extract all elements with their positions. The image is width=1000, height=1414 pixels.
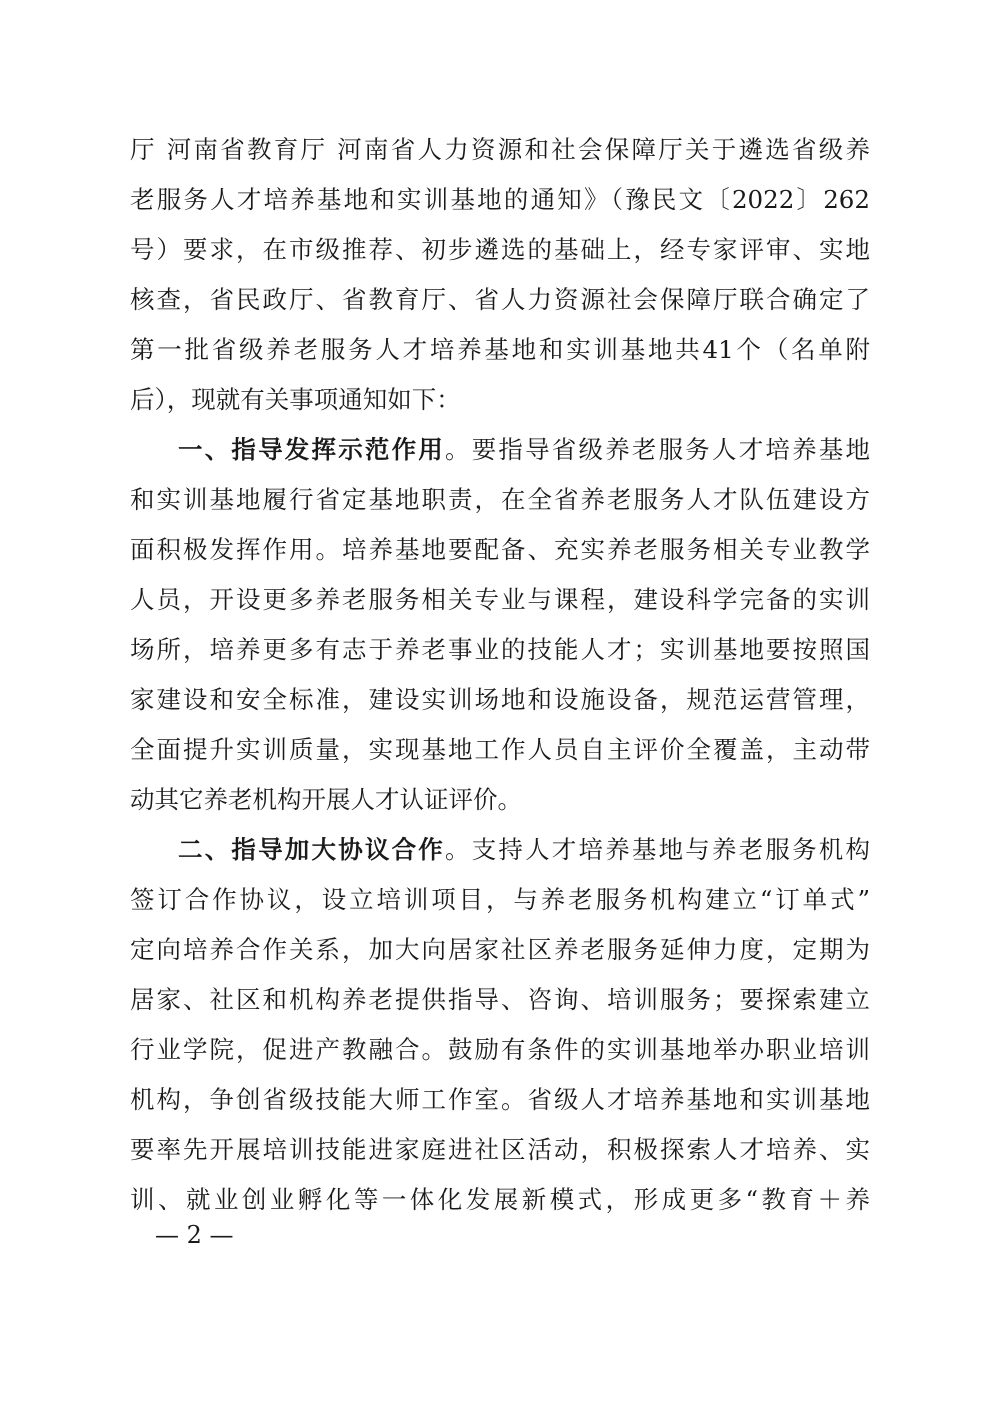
text-line: 人员，开设更多养老服务相关专业与课程，建设科学完备的实训 bbox=[130, 585, 870, 614]
section-2-first-line-text: 。支持人才培养基地与养老服务机构 bbox=[445, 835, 870, 864]
section-2 bbox=[130, 825, 870, 1225]
document-body bbox=[130, 125, 870, 1225]
text-line: 面积极发挥作用。培养基地要配备、充实养老服务相关专业教学 bbox=[130, 535, 870, 564]
text-line: 第一批省级养老服务人才培养基地和实训基地共41个（名单附 bbox=[130, 335, 870, 364]
section-1-heading: 一、指导发挥示范作用 bbox=[178, 435, 445, 464]
section-1-first-line-text: 。要指导省级养老服务人才培养基地 bbox=[445, 435, 870, 464]
section-2-first-line bbox=[130, 825, 870, 875]
text-line: 居家、社区和机构养老提供指导、咨询、培训服务；要探索建立 bbox=[130, 985, 870, 1014]
text-line: 家建设和安全标准，建设实训场地和设施设备，规范运营管理， bbox=[130, 685, 870, 714]
text-line: 老服务人才培养基地和实训基地的通知》（豫民文〔2022〕262 bbox=[130, 185, 870, 214]
section-1-first-line bbox=[130, 425, 870, 475]
text-line: 核查，省民政厅、省教育厅、省人力资源社会保障厅联合确定了 bbox=[130, 285, 870, 314]
section-2-heading: 二、指导加大协议合作 bbox=[178, 835, 445, 864]
text-line: 训、就业创业孵化等一体化发展新模式，形成更多“教育＋养 bbox=[130, 1185, 870, 1214]
text-line: 动其它养老机构开展人才认证评价。 bbox=[130, 785, 522, 814]
text-line: 签订合作协议，设立培训项目，与养老服务机构建立“订单式” bbox=[130, 885, 870, 914]
text-line: 全面提升实训质量，实现基地工作人员自主评价全覆盖，主动带 bbox=[130, 735, 870, 764]
text-line: 要率先开展培训技能进家庭进社区活动，积极探索人才培养、实 bbox=[130, 1135, 870, 1164]
text-line: 定向培养合作关系，加大向居家社区养老服务延伸力度，定期为 bbox=[130, 935, 870, 964]
text-line: 行业学院，促进产教融合。鼓励有条件的实训基地举办职业培训 bbox=[130, 1035, 870, 1064]
text-line: 机构，争创省级技能大师工作室。省级人才培养基地和实训基地 bbox=[130, 1085, 870, 1114]
paragraph-intro bbox=[130, 125, 870, 425]
section-1 bbox=[130, 425, 870, 825]
text-line: 场所，培养更多有志于养老事业的技能人才；实训基地要按照国 bbox=[130, 635, 870, 664]
text-line: 后），现就有关事项通知如下： bbox=[130, 385, 461, 414]
page-number: — 2 — bbox=[155, 1221, 234, 1249]
text-line: 号）要求，在市级推荐、初步遴选的基础上，经专家评审、实地 bbox=[130, 235, 870, 264]
text-line: 厅 河南省教育厅 河南省人力资源和社会保障厅关于遴选省级养 bbox=[130, 135, 870, 164]
text-line: 和实训基地履行省定基地职责，在全省养老服务人才队伍建设方 bbox=[130, 485, 870, 514]
